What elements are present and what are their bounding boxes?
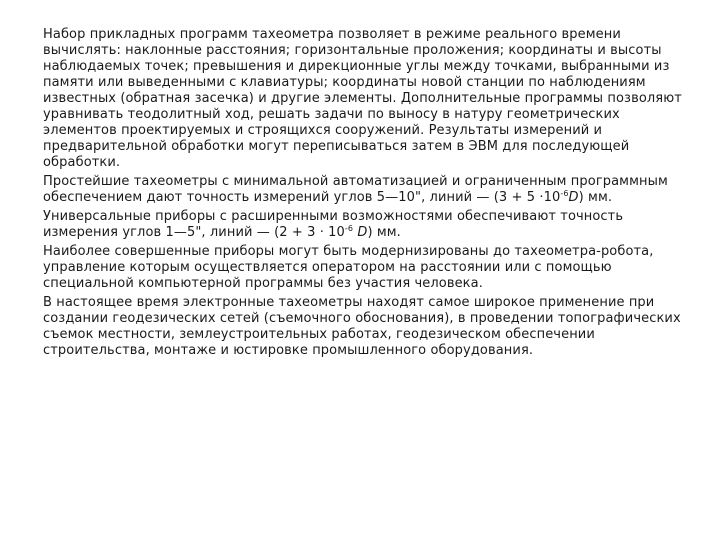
paragraph-simple-unit: ) мм.: [578, 190, 613, 205]
paragraph-robot-text: Наиболее совершенные приборы могут быть модернизированы до тахеометра-робота, управление которым осуществляется оператором на расстоянии или с помощью специальной компьютерной программы без участия человека.: [43, 244, 654, 291]
paragraph-applications-text: В настоящее время электронные тахеометры находят самое широкое применение при создании геодезических сетей (съемочного обоснования), в проведении топографических съемок местности, землеустроительных работах, геодезическом обеспечении строительства, монтаже и юстировке промышленного оборудования.: [43, 295, 681, 358]
paragraph-software-text: Набор прикладных программ тахеометра позволяет в режиме реального времени вычислять: наклонные расстояния; горизонтальные проложения; координаты и высоты наблюдаемых точек; превышения и дирекционные углы между точками, выбранными из памяти или выведенными с клавиатуры; координаты новой станции по наблюдениям известных (обратная засечка) и другие элементы. Дополнительные программы позволяют уравнивать теодолитный ход, решать задачи по выносу в натуру геометрических элементов проектируемых и строящихся сооружений. Результаты измерений и предварительной обработки могут переписываться затем в ЭВМ для последующей обработки.: [43, 27, 682, 170]
paragraph-robot-tacheometers: [43, 244, 693, 292]
paragraph-universal-devices: [43, 209, 693, 241]
paragraph-universal-text: Универсальные приборы с расширенными возможностями обеспечивают точность измерения углов 1—5", линий — (2 + 3 · 10: [43, 209, 624, 240]
distance-variable: D: [357, 225, 368, 240]
paragraph-simple-tacheometers: [43, 174, 693, 206]
paragraph-universal-unit: ) мм.: [367, 225, 401, 240]
exponent: -6: [560, 189, 569, 198]
paragraph-applications: [43, 295, 693, 359]
paragraph-software: [43, 27, 693, 171]
text-content: [43, 27, 693, 362]
exponent: -6: [344, 224, 354, 233]
paragraph-simple-text: Простейшие тахеометры с минимальной автоматизацией и ограниченным программным обеспечением дают точность измерений углов 5—10", линий — (3 + 5 ·10: [43, 174, 668, 205]
distance-variable: D: [568, 190, 579, 205]
